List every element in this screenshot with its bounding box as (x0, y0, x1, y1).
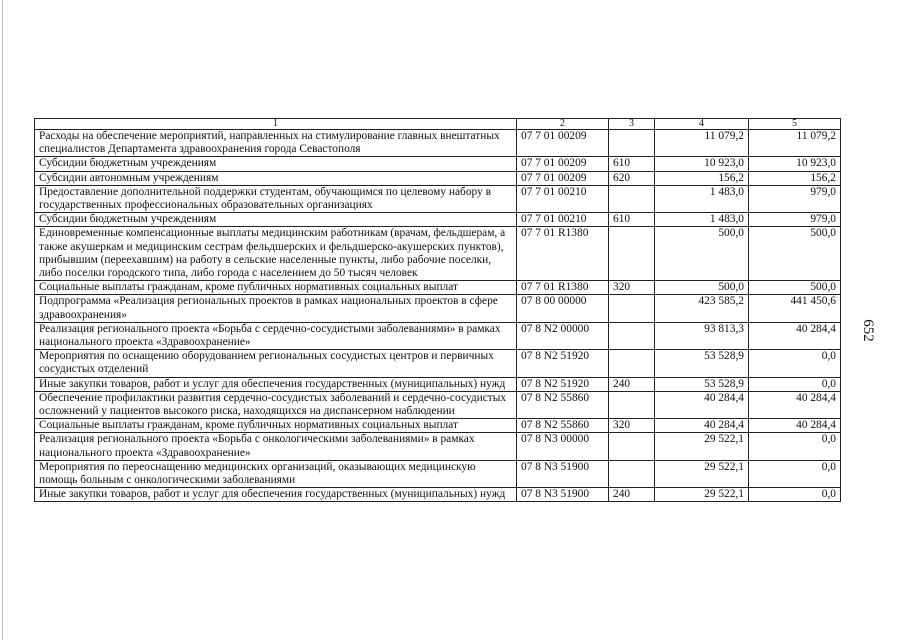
row-sum-year1-cell: 156,2 (655, 171, 749, 185)
row-name-cell: Предоставление дополнительной поддержки студентам, обучающимся по целевому набору в государственных профессиональных образовательных организациях (35, 185, 517, 212)
row-sum-year2-cell: 500,0 (749, 227, 841, 281)
row-sum-year1-cell: 53 528,9 (655, 377, 749, 391)
row-name-cell: Подпрограмма «Реализация региональных проектов в рамках национальных проектов в сфере здравоохранения» (35, 295, 517, 322)
header-row (35, 119, 841, 130)
table-row (35, 488, 841, 502)
row-sum-year2-cell: 0,0 (749, 460, 841, 487)
row-code-cell: 07 8 N2 51920 (517, 350, 609, 377)
page-number: 652 (859, 319, 876, 342)
table-body (35, 130, 841, 502)
row-name-cell: Социальные выплаты гражданам, кроме публичных нормативных социальных выплат (35, 419, 517, 433)
row-code-cell: 07 8 00 00000 (517, 295, 609, 322)
row-code-cell: 07 7 01 00209 (517, 171, 609, 185)
row-name-cell: Иные закупки товаров, работ и услуг для обеспечения государственных (муниципальных) нужд (35, 488, 517, 502)
row-sum-year2-cell: 979,0 (749, 185, 841, 212)
table-row (35, 460, 841, 487)
row-expense-type-cell (609, 391, 655, 418)
row-sum-year2-cell: 40 284,4 (749, 391, 841, 418)
table-row (35, 213, 841, 227)
row-expense-type-cell (609, 460, 655, 487)
page-edge (2, 0, 3, 640)
row-expense-type-cell: 610 (609, 213, 655, 227)
row-sum-year2-cell: 11 079,2 (749, 130, 841, 157)
row-expense-type-cell (609, 185, 655, 212)
header-col-1: 1 (35, 119, 517, 130)
row-code-cell: 07 8 N2 00000 (517, 322, 609, 349)
row-code-cell: 07 8 N2 51920 (517, 377, 609, 391)
row-sum-year2-cell: 0,0 (749, 433, 841, 460)
row-sum-year2-cell: 10 923,0 (749, 157, 841, 171)
table-row (35, 350, 841, 377)
row-sum-year1-cell: 29 522,1 (655, 488, 749, 502)
row-expense-type-cell: 620 (609, 171, 655, 185)
table-row (35, 130, 841, 157)
row-expense-type-cell: 320 (609, 281, 655, 295)
row-sum-year2-cell: 979,0 (749, 213, 841, 227)
header-col-4: 4 (655, 119, 749, 130)
row-code-cell: 07 7 01 00210 (517, 185, 609, 212)
row-sum-year1-cell: 40 284,4 (655, 419, 749, 433)
row-name-cell: Иные закупки товаров, работ и услуг для обеспечения государственных (муниципальных) нужд (35, 377, 517, 391)
table-row (35, 391, 841, 418)
row-code-cell: 07 7 01 00210 (517, 213, 609, 227)
row-expense-type-cell (609, 433, 655, 460)
row-sum-year1-cell: 93 813,3 (655, 322, 749, 349)
table-row (35, 295, 841, 322)
row-code-cell: 07 8 N2 55860 (517, 391, 609, 418)
row-name-cell: Субсидии бюджетным учреждениям (35, 213, 517, 227)
row-sum-year2-cell: 441 450,6 (749, 295, 841, 322)
row-expense-type-cell: 610 (609, 157, 655, 171)
header-col-5: 5 (749, 119, 841, 130)
row-name-cell: Единовременные компенсационные выплаты медицинским работникам (врачам, фельдшерам, а также акушеркам и медицинским сестрам фельдшерских и фельдшерско-акушерских пунктов), прибывшим (переехавшим) на работу в сельские населенные пункты, либо рабочие поселки, либо поселки городского типа, либо города с населением до 50 тысяч человек (35, 227, 517, 281)
budget-table (34, 118, 841, 502)
row-sum-year1-cell: 11 079,2 (655, 130, 749, 157)
row-code-cell: 07 8 N2 55860 (517, 419, 609, 433)
row-code-cell: 07 8 N3 00000 (517, 433, 609, 460)
table-row (35, 433, 841, 460)
row-name-cell: Мероприятия по оснащению оборудованием региональных сосудистых центров и первичных сосудистых отделений (35, 350, 517, 377)
row-sum-year1-cell: 53 528,9 (655, 350, 749, 377)
header-col-2: 2 (517, 119, 609, 130)
row-name-cell: Социальные выплаты гражданам, кроме публичных нормативных социальных выплат (35, 281, 517, 295)
row-code-cell: 07 7 01 00209 (517, 157, 609, 171)
row-sum-year1-cell: 500,0 (655, 227, 749, 281)
table-row (35, 157, 841, 171)
row-name-cell: Мероприятия по переоснащению медицинских организаций, оказывающих медицинскую помощь больным с онкологическими заболеваниями (35, 460, 517, 487)
row-code-cell: 07 7 01 00209 (517, 130, 609, 157)
row-name-cell: Расходы на обеспечение мероприятий, направленных на стимулирование главных внештатных специалистов Департамента здравоохранения города Севастополя (35, 130, 517, 157)
row-sum-year1-cell: 29 522,1 (655, 460, 749, 487)
row-sum-year1-cell: 29 522,1 (655, 433, 749, 460)
table-row (35, 171, 841, 185)
row-sum-year1-cell: 1 483,0 (655, 185, 749, 212)
row-sum-year2-cell: 0,0 (749, 377, 841, 391)
row-expense-type-cell: 240 (609, 377, 655, 391)
row-expense-type-cell (609, 227, 655, 281)
row-code-cell: 07 7 01 R1380 (517, 281, 609, 295)
row-sum-year2-cell: 500,0 (749, 281, 841, 295)
row-sum-year1-cell: 1 483,0 (655, 213, 749, 227)
row-name-cell: Обеспечение профилактики развития сердечно-сосудистых заболеваний и сердечно-сосудистых осложнений у пациентов высокого риска, находящихся на диспансерном наблюдении (35, 391, 517, 418)
row-expense-type-cell (609, 130, 655, 157)
row-sum-year2-cell: 40 284,4 (749, 322, 841, 349)
row-name-cell: Реализация регионального проекта «Борьба с сердечно-сосудистыми заболеваниями» в рамках национального проекта «Здравоохранение» (35, 322, 517, 349)
row-name-cell: Субсидии автономным учреждениям (35, 171, 517, 185)
table-row (35, 322, 841, 349)
table-row (35, 227, 841, 281)
row-name-cell: Субсидии бюджетным учреждениям (35, 157, 517, 171)
row-expense-type-cell (609, 295, 655, 322)
row-sum-year1-cell: 500,0 (655, 281, 749, 295)
row-sum-year1-cell: 423 585,2 (655, 295, 749, 322)
row-sum-year2-cell: 156,2 (749, 171, 841, 185)
row-code-cell: 07 8 N3 51900 (517, 488, 609, 502)
row-expense-type-cell: 320 (609, 419, 655, 433)
row-code-cell: 07 8 N3 51900 (517, 460, 609, 487)
row-sum-year2-cell: 0,0 (749, 350, 841, 377)
table-row (35, 377, 841, 391)
row-name-cell: Реализация регионального проекта «Борьба с онкологическими заболеваниями» в рамках национального проекта «Здравоохранение» (35, 433, 517, 460)
table-row (35, 281, 841, 295)
row-sum-year1-cell: 40 284,4 (655, 391, 749, 418)
row-sum-year2-cell: 40 284,4 (749, 419, 841, 433)
row-expense-type-cell (609, 322, 655, 349)
row-expense-type-cell (609, 350, 655, 377)
table-row (35, 185, 841, 212)
row-sum-year1-cell: 10 923,0 (655, 157, 749, 171)
row-sum-year2-cell: 0,0 (749, 488, 841, 502)
row-code-cell: 07 7 01 R1380 (517, 227, 609, 281)
header-col-3: 3 (609, 119, 655, 130)
row-expense-type-cell: 240 (609, 488, 655, 502)
table-row (35, 419, 841, 433)
